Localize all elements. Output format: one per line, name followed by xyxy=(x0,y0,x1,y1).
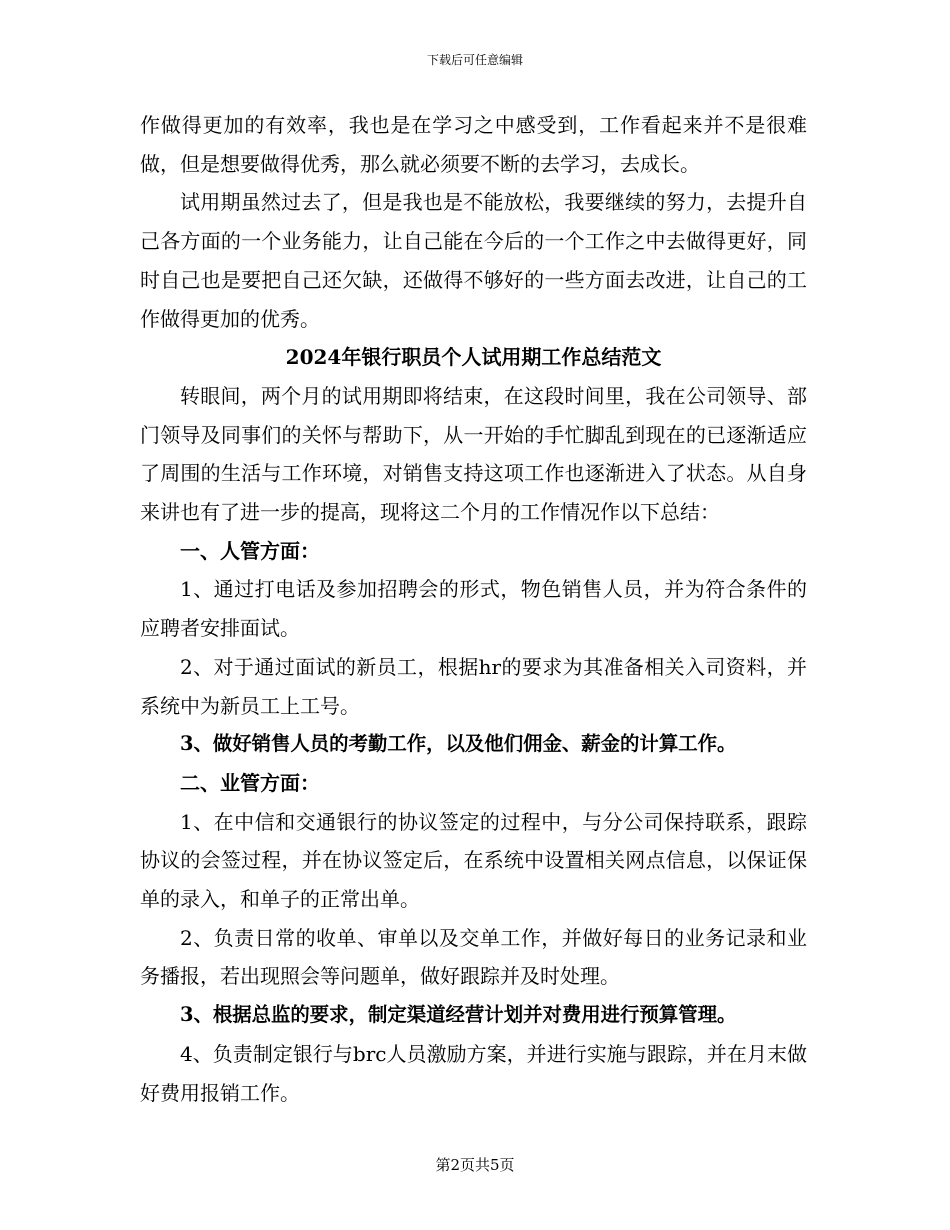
list-item-bold: 3、根据总监的要求，制定渠道经营计划并对费用进行预算管理。 xyxy=(179,1003,737,1027)
list-item: 2、对于通过面试的新员工，根据hr的要求为其准备相关入司资料，并系统中为新员工上工号。 xyxy=(140,654,807,718)
section-title: 2024年银行职员个人试用期工作总结范文 xyxy=(285,345,662,370)
paragraph-continuation: 作做得更加的有效率，我也是在学习之中感受到，工作看起来并不是很难做，但是想要做得优秀，那么就必须要不断的去学习，去成长。 xyxy=(140,113,807,176)
page-header xyxy=(0,52,950,68)
list-item: 1、通过打电话及参加招聘会的形式，物色销售人员，并为符合条件的应聘者安排面试。 xyxy=(140,577,807,641)
section-heading: 二、业管方面： xyxy=(180,770,320,795)
header-note: 下载后可任意编辑 xyxy=(426,53,523,67)
document-body xyxy=(140,106,807,1112)
page-number: 第2页共5页 xyxy=(435,1156,515,1174)
page-footer xyxy=(0,1155,950,1175)
list-item-bold: 3、做好销售人员的考勤工作，以及他们佣金、薪金的计算工作。 xyxy=(179,732,737,756)
list-item: 4、负责制定银行与brc人员激励方案，并进行实施与跟踪，并在月末做好费用报销工作。 xyxy=(140,1041,807,1105)
paragraph: 试用期虽然过去了，但是我也是不能放松，我要继续的努力，去提升自己各方面的一个业务能力，让自己能在今后的一个工作之中去做得更好，同时自己也是要把自己还欠缺，还做得不够好的一些方面去改进，让自己的工作做得更加的优秀。 xyxy=(140,190,807,331)
list-item: 2、负责日常的收单、审单以及交单工作，并做好每日的业务记录和业务播报，若出现照会等问题单，做好跟踪并及时处理。 xyxy=(140,925,807,989)
paragraph: 转眼间，两个月的试用期即将结束，在这段时间里，我在公司领导、部门领导及同事们的关怀与帮助下，从一开始的手忙脚乱到现在的已逐渐适应了周围的生活与工作环境，对销售支持这项工作也逐渐进入了状态。从自身来讲也有了进一步的提高，现将这二个月的工作情况作以下总结： xyxy=(140,383,807,525)
list-item: 1、在中信和交通银行的协议签定的过程中，与分公司保持联系，跟踪协议的会签过程，并在协议签定后，在系统中设置相关网点信息，以保证保单的录入，和单子的正常出单。 xyxy=(140,809,807,912)
section-heading: 一、人管方面： xyxy=(180,538,320,563)
